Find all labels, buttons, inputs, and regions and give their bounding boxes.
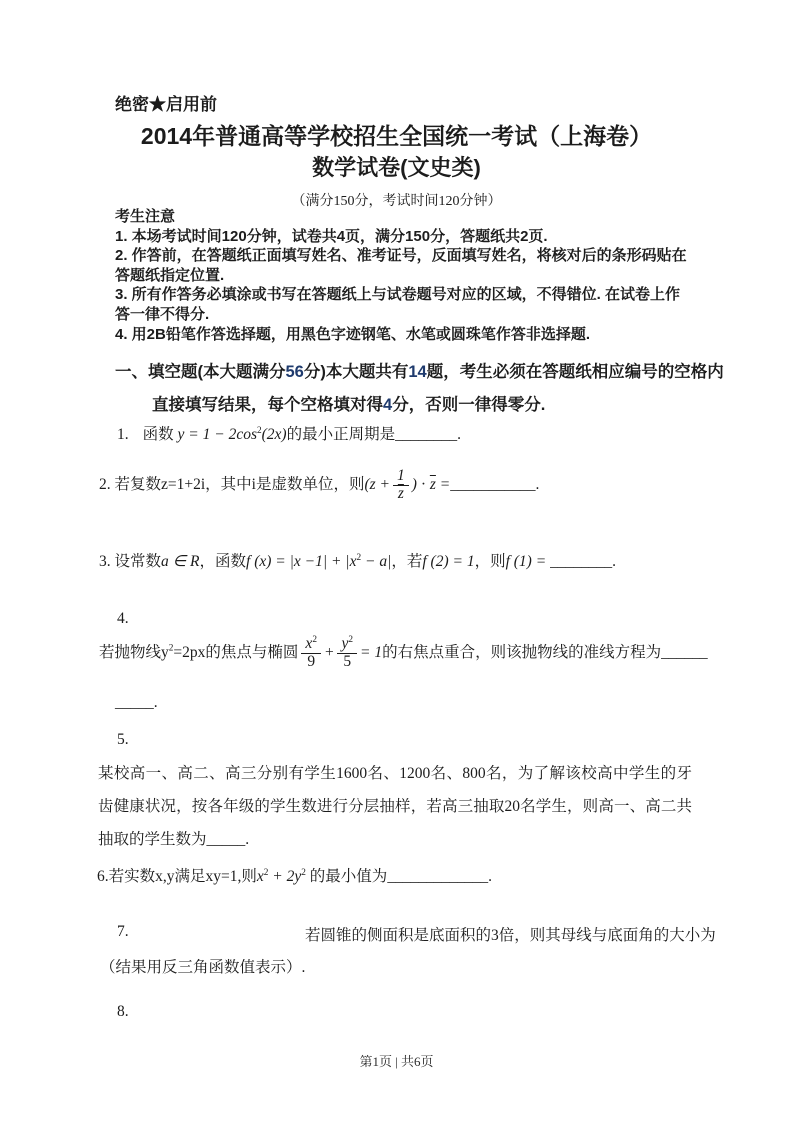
fraction-numerator: 1 [393, 468, 409, 486]
question-7-text: 若圆锥的侧面积是底面积的3倍，则其母线与底面角的大小为 [305, 927, 716, 944]
question-text: =2px的焦点与椭圆 [173, 643, 299, 661]
math-expression: − a| [361, 553, 392, 570]
question-text: 设常数 [110, 553, 162, 570]
fraction-denominator-z-bar: z [397, 484, 404, 502]
question-text: 若抛物线y [99, 643, 169, 661]
superscript: 2 [301, 867, 306, 878]
question-text: 的右焦点重合，则该抛物线的准线方程为 [382, 643, 662, 661]
superscript: 2 [256, 425, 262, 436]
z-conjugate: $\overline{z}$ [429, 475, 436, 493]
superscript: 2 [348, 634, 353, 645]
multiplication-dot: · [416, 475, 430, 493]
exam-title: 2014年普通高等学校招生全国统一考试（上海卷） [140, 123, 653, 149]
question-6 [97, 864, 492, 886]
math-expression: f (1) = [505, 553, 551, 570]
question-number: 1. [117, 426, 129, 443]
question-text: . [488, 868, 492, 885]
math-expression: f (2) = 1 [422, 553, 475, 570]
question-text: . [535, 475, 540, 493]
question-text: . [153, 694, 158, 711]
candidate-notice [115, 207, 693, 344]
exam-subject-title: 数学试卷(文史类) [312, 155, 481, 180]
answer-blank: _____________ [387, 868, 489, 885]
question-text: 若实数x,y满足xy=1,则 [108, 868, 257, 885]
math-expression: f (x) = |x −1| + |x [246, 553, 357, 570]
notice-item: 3. 所有作答务必填涂或书写在答题纸上与试卷题号对应的区域，不得错位. 在试卷上作答一律不得分. [115, 286, 681, 323]
fraction-numerator [337, 636, 357, 654]
question-text: ，函数 [199, 553, 247, 570]
math-expression: x [256, 868, 264, 885]
superscript: 2 [356, 552, 362, 563]
math-variable: x [305, 635, 313, 652]
question-text: 函数 [142, 426, 178, 443]
math-expression: ) [411, 475, 417, 493]
notice-item: 4. 用2B铅笔作答选择题，用黑色字迹钢笔、水笔或圆珠笔作答非选择题. [115, 325, 591, 343]
answer-blank: ________ [395, 426, 458, 443]
question-text: ，则 [474, 553, 506, 570]
question-text: . [457, 426, 461, 443]
answer-blank: _____ [206, 831, 246, 848]
question-7-note: （结果用反三角函数值表示）. [100, 959, 306, 976]
question-4-number: 4. [117, 610, 129, 627]
notice-item: 1. 本场考试时间120分钟，试卷共4页，满分150分，答题纸共2页. [115, 227, 548, 245]
question-5 [98, 757, 692, 856]
math-expression: a ∈ R [161, 553, 200, 570]
equals-sign: = [435, 475, 451, 493]
fraction-denominator: 5 [343, 652, 352, 670]
section-total-points: 56 [285, 363, 304, 381]
math-expression: (z + [364, 475, 391, 493]
fraction-numerator [301, 636, 321, 654]
answer-blank: ______ [661, 643, 708, 661]
section-points-each: 4 [383, 396, 393, 414]
section-text: 分，否则一律得零分. [392, 396, 546, 414]
section-number: 一、 [115, 363, 148, 381]
fraction [393, 468, 409, 502]
question-4-blank-continuation [115, 694, 158, 712]
equals-one: = 1 [359, 643, 383, 661]
math-expression: y = 1 − 2cos [177, 426, 257, 443]
fraction-x2-over-9 [301, 636, 321, 670]
answer-blank: ________ [550, 553, 613, 570]
fraction-denominator: 9 [307, 652, 316, 670]
answer-blank: ___________ [450, 475, 536, 493]
question-text: 的最小值为 [305, 868, 388, 885]
page-footer: 第1页 | 共6页 [359, 1054, 434, 1069]
question-text: ，若 [391, 553, 423, 570]
section-text: 分)本大题共有 [303, 363, 409, 381]
plus-sign: + [323, 643, 335, 661]
question-number: 2. [99, 475, 111, 493]
exam-score-time-note: （满分150分，考试时间120分钟） [291, 194, 502, 209]
section-text: 题，考生必须在答题纸相应编号的空格内直接填写结果，每个空格填对得 [152, 363, 724, 414]
math-variable: y [341, 635, 349, 652]
question-8-number: 8. [117, 1003, 129, 1020]
question-text: . [612, 553, 616, 570]
question-7-number: 7. [117, 923, 129, 940]
superscript: 2 [263, 867, 269, 878]
question-text: 若复数z=1+2i，其中i是虚数单位，则 [110, 475, 365, 493]
question-3 [99, 549, 616, 571]
question-number: 6. [97, 868, 109, 885]
question-number: 3. [99, 553, 111, 570]
notice-heading: 考生注意 [115, 208, 176, 225]
question-4 [99, 636, 708, 670]
answer-blank: _____ [115, 694, 154, 711]
section-text: 填空题(本大题满分 [148, 363, 286, 381]
question-text: 某校高一、高二、高三分别有学生1600名、1200名、800名，为了解该校高中学生的牙齿健康状况，按各年级的学生数进行分层抽样，若高三抽取20名学生，则高一、高二共抽取的学生数为 [98, 765, 692, 848]
fraction-y2-over-5 [337, 636, 357, 670]
math-expression: + 2y [268, 868, 302, 885]
question-1 [117, 422, 461, 444]
question-text: 的最小正周期是 [286, 426, 396, 443]
question-5-number: 5. [117, 731, 129, 748]
section-question-count: 14 [408, 363, 427, 381]
notice-item: 2. 作答前，在答题纸正面填写姓名、准考证号，反面填写姓名，将核对后的条形码贴在答题纸指定位置. [115, 247, 687, 284]
question-2 [99, 468, 539, 502]
secret-classification-label: 绝密★启用前 [115, 95, 217, 114]
superscript: 2 [312, 634, 317, 645]
section-1-heading [115, 356, 734, 422]
math-expression: (2x) [261, 426, 287, 443]
question-text: . [245, 831, 250, 848]
superscript: 2 [168, 643, 174, 654]
